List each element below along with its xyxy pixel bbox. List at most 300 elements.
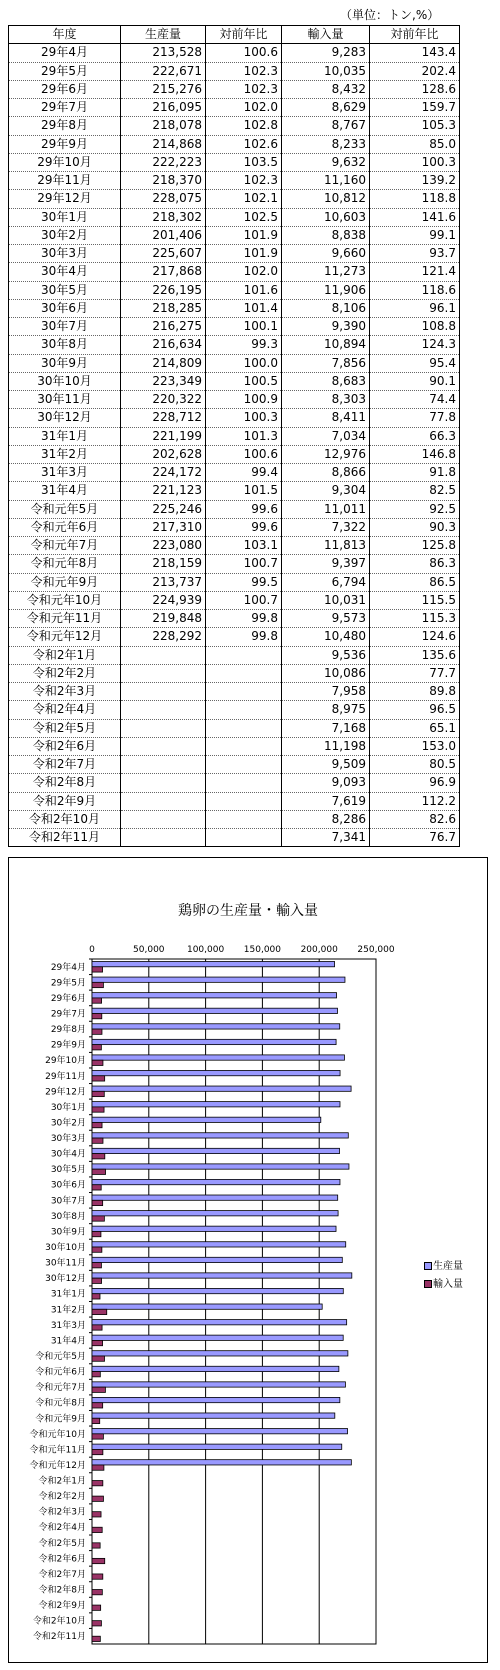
- bar-production: [92, 1288, 343, 1293]
- cell-month: 30年2月: [9, 226, 121, 244]
- bar-imports: [92, 1449, 103, 1454]
- cell-imports-yoy: 76.7: [370, 829, 460, 847]
- cell-month: 31年4月: [9, 482, 121, 500]
- cell-month: 令和元年5月: [9, 500, 121, 518]
- cell-imports: 8,866: [282, 464, 370, 482]
- bar-imports: [92, 1636, 100, 1641]
- bar-imports: [92, 1387, 105, 1392]
- cell-month: 30年3月: [9, 245, 121, 263]
- cell-production: 214,868: [121, 135, 206, 153]
- cell-month: 29年4月: [9, 44, 121, 62]
- cell-imports-yoy: 66.3: [370, 427, 460, 445]
- category-label: 29年4月: [50, 962, 86, 973]
- cell-imports: 9,536: [282, 646, 370, 664]
- category-label: 令和2年10月: [32, 1616, 86, 1627]
- category-label: 30年10月: [45, 1243, 86, 1254]
- table-row: [9, 774, 460, 792]
- cell-month: 30年12月: [9, 409, 121, 427]
- table-row: [9, 135, 460, 153]
- cell-month: 令和2年9月: [9, 792, 121, 810]
- cell-imports: 7,856: [282, 354, 370, 372]
- cell-imports-yoy: 90.3: [370, 518, 460, 536]
- cell-month: 30年9月: [9, 354, 121, 372]
- cell-imports: 10,086: [282, 664, 370, 682]
- cell-month: 令和2年6月: [9, 737, 121, 755]
- bar-production: [92, 1148, 339, 1153]
- chart-title: 鶏卵の生産量・輸入量: [178, 903, 318, 919]
- cell-production: 219,848: [121, 610, 206, 628]
- cell-month: 令和2年8月: [9, 774, 121, 792]
- category-label: 令和元年5月: [35, 1351, 86, 1362]
- cell-imports: 9,397: [282, 555, 370, 573]
- cell-imports: 6,794: [282, 573, 370, 591]
- bar-imports: [92, 1605, 101, 1610]
- table-row: [9, 299, 460, 317]
- cell-production-yoy: 99.6: [206, 518, 282, 536]
- cell-imports: 10,603: [282, 208, 370, 226]
- cell-imports: 8,975: [282, 701, 370, 719]
- cell-imports-yoy: 82.5: [370, 482, 460, 500]
- category-label: 30年8月: [50, 1211, 86, 1222]
- bar-imports: [92, 1263, 101, 1268]
- table-row: [9, 664, 460, 682]
- cell-production-yoy: 101.6: [206, 281, 282, 299]
- cell-imports: 7,958: [282, 683, 370, 701]
- header-production: 生産量: [121, 26, 206, 44]
- cell-production-yoy: [206, 719, 282, 737]
- cell-production-yoy: [206, 664, 282, 682]
- cell-imports-yoy: 153.0: [370, 737, 460, 755]
- table-row: [9, 701, 460, 719]
- bar-production: [92, 1242, 346, 1247]
- cell-month: 30年7月: [9, 318, 121, 336]
- cell-production-yoy: [206, 810, 282, 828]
- category-label: 30年2月: [50, 1118, 86, 1129]
- cell-imports-yoy: 96.9: [370, 774, 460, 792]
- cell-month: 29年10月: [9, 153, 121, 171]
- category-label: 30年4月: [50, 1149, 86, 1160]
- bar-imports: [92, 1200, 103, 1205]
- header-imports-yoy: 対前年比: [370, 26, 460, 44]
- cell-imports-yoy: 146.8: [370, 445, 460, 463]
- x-tick-label: 50,000: [133, 945, 165, 955]
- cell-production-yoy: 101.3: [206, 427, 282, 445]
- cell-imports-yoy: 89.8: [370, 683, 460, 701]
- cell-production-yoy: [206, 792, 282, 810]
- table-row: [9, 263, 460, 281]
- cell-imports: 10,894: [282, 336, 370, 354]
- category-label: 29年6月: [50, 993, 86, 1004]
- cell-month: 令和元年11月: [9, 610, 121, 628]
- cell-production-yoy: 102.0: [206, 99, 282, 117]
- cell-production: [121, 829, 206, 847]
- cell-imports: 9,390: [282, 318, 370, 336]
- cell-month: 令和元年7月: [9, 537, 121, 555]
- table-row: [9, 372, 460, 390]
- cell-production: [121, 646, 206, 664]
- cell-month: 29年6月: [9, 80, 121, 98]
- bar-imports: [92, 1278, 102, 1283]
- category-label: 令和2年6月: [38, 1554, 86, 1565]
- cell-imports-yoy: 77.8: [370, 409, 460, 427]
- bar-imports: [92, 1294, 100, 1299]
- bar-imports: [92, 1481, 103, 1486]
- bar-imports: [92, 1434, 103, 1439]
- table-row: [9, 409, 460, 427]
- bar-imports: [92, 1372, 100, 1377]
- x-tick-label: 250,000: [357, 945, 395, 955]
- bar-imports: [92, 1154, 105, 1159]
- cell-production-yoy: 99.5: [206, 573, 282, 591]
- bar-production: [92, 1413, 335, 1418]
- cell-month: 令和2年4月: [9, 701, 121, 719]
- cell-imports-yoy: 128.6: [370, 80, 460, 98]
- cell-imports: 8,838: [282, 226, 370, 244]
- table-row: [9, 464, 460, 482]
- table-row: [9, 482, 460, 500]
- category-label: 31年3月: [50, 1320, 86, 1331]
- bar-imports: [92, 1574, 103, 1579]
- cell-imports: 8,767: [282, 117, 370, 135]
- cell-imports: 7,341: [282, 829, 370, 847]
- category-label: 31年1月: [50, 1289, 86, 1300]
- cell-production: 217,868: [121, 263, 206, 281]
- cell-month: 30年1月: [9, 208, 121, 226]
- cell-imports: 11,906: [282, 281, 370, 299]
- cell-production: 201,406: [121, 226, 206, 244]
- category-label: 31年4月: [50, 1336, 86, 1347]
- cell-imports-yoy: 143.4: [370, 44, 460, 62]
- bar-production: [92, 1366, 339, 1371]
- cell-imports: 10,812: [282, 190, 370, 208]
- category-label: 30年5月: [50, 1165, 86, 1176]
- table-row: [9, 445, 460, 463]
- x-tick-label: 200,000: [300, 945, 338, 955]
- cell-production: 221,123: [121, 482, 206, 500]
- bar-imports: [92, 1590, 102, 1595]
- bar-imports: [92, 1185, 101, 1190]
- cell-production-yoy: 102.5: [206, 208, 282, 226]
- cell-month: 30年5月: [9, 281, 121, 299]
- cell-production: 222,671: [121, 62, 206, 80]
- cell-production-yoy: 102.3: [206, 80, 282, 98]
- category-label: 令和2年2月: [38, 1492, 86, 1503]
- bar-production: [92, 1382, 345, 1387]
- bar-production: [92, 1304, 322, 1309]
- bar-production: [92, 977, 345, 982]
- cell-production: 223,349: [121, 372, 206, 390]
- cell-imports: 8,233: [282, 135, 370, 153]
- cell-imports-yoy: 121.4: [370, 263, 460, 281]
- cell-production: 218,302: [121, 208, 206, 226]
- bar-imports: [92, 1527, 102, 1532]
- category-label: 令和2年11月: [32, 1632, 86, 1643]
- category-label: 30年3月: [50, 1134, 86, 1145]
- category-label: 30年11月: [45, 1258, 86, 1269]
- category-label: 31年2月: [50, 1305, 86, 1316]
- table-row: [9, 756, 460, 774]
- x-tick-label: 150,000: [243, 945, 282, 955]
- table-row: [9, 172, 460, 190]
- cell-month: 30年8月: [9, 336, 121, 354]
- cell-imports: 8,303: [282, 391, 370, 409]
- x-tick-label: 100,000: [186, 945, 225, 955]
- plot-area: [92, 959, 376, 1644]
- cell-imports-yoy: 86.5: [370, 573, 460, 591]
- bar-imports: [92, 1029, 102, 1034]
- cell-imports: 7,034: [282, 427, 370, 445]
- cell-imports: 8,629: [282, 99, 370, 117]
- cell-imports-yoy: 159.7: [370, 99, 460, 117]
- cell-imports: 9,304: [282, 482, 370, 500]
- cell-production-yoy: [206, 829, 282, 847]
- cell-production-yoy: 99.8: [206, 610, 282, 628]
- cell-month: 令和2年1月: [9, 646, 121, 664]
- table-row: [9, 62, 460, 80]
- cell-production-yoy: 102.8: [206, 117, 282, 135]
- cell-production-yoy: 102.1: [206, 190, 282, 208]
- cell-production: 220,322: [121, 391, 206, 409]
- cell-imports-yoy: 124.3: [370, 336, 460, 354]
- cell-imports-yoy: 135.6: [370, 646, 460, 664]
- cell-imports: 9,632: [282, 153, 370, 171]
- bar-chart: [9, 858, 487, 1662]
- cell-production-yoy: 103.1: [206, 537, 282, 555]
- category-label: 令和元年6月: [35, 1367, 86, 1378]
- cell-production-yoy: 100.1: [206, 318, 282, 336]
- bar-production: [92, 1273, 352, 1278]
- cell-production-yoy: 102.3: [206, 62, 282, 80]
- cell-production-yoy: [206, 701, 282, 719]
- table-row: [9, 628, 460, 646]
- cell-imports: 11,160: [282, 172, 370, 190]
- cell-month: 令和元年12月: [9, 628, 121, 646]
- bar-imports: [92, 1169, 106, 1174]
- cell-production: 213,737: [121, 573, 206, 591]
- category-label: 30年1月: [50, 1102, 86, 1113]
- cell-imports: 10,035: [282, 62, 370, 80]
- category-label: 29年10月: [45, 1056, 86, 1067]
- cell-production: 228,075: [121, 190, 206, 208]
- x-tick-label: 0: [89, 945, 95, 955]
- table-row: [9, 190, 460, 208]
- cell-imports-yoy: 77.7: [370, 664, 460, 682]
- cell-imports: 9,660: [282, 245, 370, 263]
- bar-production: [92, 1039, 336, 1044]
- table-row: [9, 810, 460, 828]
- table-row: [9, 336, 460, 354]
- cell-imports-yoy: 90.1: [370, 372, 460, 390]
- cell-month: 令和元年8月: [9, 555, 121, 573]
- category-label: 30年9月: [50, 1227, 86, 1238]
- cell-imports-yoy: 118.6: [370, 281, 460, 299]
- cell-imports-yoy: 139.2: [370, 172, 460, 190]
- cell-imports: 11,011: [282, 500, 370, 518]
- bar-production: [92, 1070, 340, 1075]
- cell-production-yoy: 100.6: [206, 445, 282, 463]
- cell-production: 216,095: [121, 99, 206, 117]
- legend-label-imports: 輸入量: [433, 1279, 463, 1290]
- category-label: 29年9月: [50, 1040, 86, 1051]
- cell-imports-yoy: 115.3: [370, 610, 460, 628]
- cell-month: 29年8月: [9, 117, 121, 135]
- cell-production-yoy: 100.7: [206, 555, 282, 573]
- table-row: [9, 245, 460, 263]
- bar-imports: [92, 967, 103, 972]
- cell-production-yoy: 101.5: [206, 482, 282, 500]
- cell-production: 216,275: [121, 318, 206, 336]
- table-row: [9, 281, 460, 299]
- table-row: [9, 354, 460, 372]
- cell-production-yoy: [206, 737, 282, 755]
- cell-imports-yoy: 93.7: [370, 245, 460, 263]
- bar-imports: [92, 1558, 105, 1563]
- legend-item-imports: [424, 1275, 463, 1290]
- bar-production: [92, 1195, 338, 1200]
- cell-imports-yoy: 96.5: [370, 701, 460, 719]
- category-label: 30年12月: [45, 1274, 86, 1285]
- cell-imports: 10,031: [282, 591, 370, 609]
- category-label: 令和元年11月: [29, 1445, 86, 1456]
- table-row: [9, 318, 460, 336]
- cell-imports-yoy: 86.3: [370, 555, 460, 573]
- cell-imports: 11,813: [282, 537, 370, 555]
- cell-month: 30年11月: [9, 391, 121, 409]
- cell-imports: 8,106: [282, 299, 370, 317]
- cell-production-yoy: [206, 683, 282, 701]
- cell-production-yoy: [206, 774, 282, 792]
- legend-swatch-imports: [424, 1280, 432, 1288]
- table-row: [9, 737, 460, 755]
- unit-note: （単位：トン,%）: [340, 8, 440, 22]
- cell-imports-yoy: 118.8: [370, 190, 460, 208]
- cell-imports: 9,093: [282, 774, 370, 792]
- cell-production: [121, 737, 206, 755]
- cell-production-yoy: 99.4: [206, 464, 282, 482]
- cell-month: 令和2年2月: [9, 664, 121, 682]
- cell-production: 218,370: [121, 172, 206, 190]
- cell-month: 30年10月: [9, 372, 121, 390]
- cell-imports-yoy: 91.8: [370, 464, 460, 482]
- bar-imports: [92, 1107, 104, 1112]
- cell-month: 令和2年10月: [9, 810, 121, 828]
- cell-imports-yoy: 65.1: [370, 719, 460, 737]
- category-label: 令和2年4月: [38, 1523, 86, 1534]
- bar-production: [92, 1117, 321, 1122]
- bar-production: [92, 1257, 342, 1262]
- cell-production: [121, 756, 206, 774]
- bar-production: [92, 1164, 349, 1169]
- cell-production-yoy: 102.3: [206, 172, 282, 190]
- cell-production-yoy: 100.3: [206, 409, 282, 427]
- cell-production-yoy: [206, 756, 282, 774]
- category-label: 令和元年9月: [35, 1414, 86, 1425]
- category-label: 令和元年10月: [29, 1429, 86, 1440]
- cell-production: 221,199: [121, 427, 206, 445]
- cell-production-yoy: 101.4: [206, 299, 282, 317]
- cell-imports: 9,509: [282, 756, 370, 774]
- bar-imports: [92, 1076, 105, 1081]
- cell-production: 223,080: [121, 537, 206, 555]
- cell-month: 29年7月: [9, 99, 121, 117]
- cell-imports-yoy: 95.4: [370, 354, 460, 372]
- cell-imports-yoy: 202.4: [370, 62, 460, 80]
- header-imports: 輸入量: [282, 26, 370, 44]
- bar-production: [92, 1226, 336, 1231]
- cell-production-yoy: 100.7: [206, 591, 282, 609]
- bar-imports: [92, 1496, 103, 1501]
- cell-production: 214,809: [121, 354, 206, 372]
- cell-production: 218,078: [121, 117, 206, 135]
- cell-month: 29年9月: [9, 135, 121, 153]
- cell-production: [121, 664, 206, 682]
- table-row: [9, 391, 460, 409]
- cell-month: 令和元年9月: [9, 573, 121, 591]
- cell-imports: 11,198: [282, 737, 370, 755]
- bar-production: [92, 1055, 344, 1060]
- table-row: [9, 646, 460, 664]
- table-row: [9, 500, 460, 518]
- bar-imports: [92, 982, 103, 987]
- table-row: [9, 117, 460, 135]
- bar-imports: [92, 1045, 101, 1050]
- cell-production: 222,223: [121, 153, 206, 171]
- cell-production: 225,607: [121, 245, 206, 263]
- cell-month: 30年6月: [9, 299, 121, 317]
- table-row: [9, 226, 460, 244]
- category-label: 29年11月: [45, 1071, 86, 1082]
- category-label: 29年8月: [50, 1025, 86, 1036]
- cell-production: 216,634: [121, 336, 206, 354]
- legend-item-production: [424, 1257, 463, 1272]
- legend-swatch-production: [424, 1262, 432, 1270]
- cell-imports: 7,322: [282, 518, 370, 536]
- bar-imports: [92, 1309, 107, 1314]
- cell-imports: 9,283: [282, 44, 370, 62]
- cell-month: 令和元年10月: [9, 591, 121, 609]
- cell-production: [121, 774, 206, 792]
- cell-production: 228,292: [121, 628, 206, 646]
- cell-production-yoy: 102.6: [206, 135, 282, 153]
- cell-production: 202,628: [121, 445, 206, 463]
- cell-imports: 11,273: [282, 263, 370, 281]
- bar-imports: [92, 1465, 104, 1470]
- bar-production: [92, 1444, 342, 1449]
- cell-imports: 10,480: [282, 628, 370, 646]
- table-row: [9, 80, 460, 98]
- cell-month: 令和2年11月: [9, 829, 121, 847]
- bar-imports: [92, 1340, 103, 1345]
- table-row: [9, 792, 460, 810]
- cell-month: 令和2年7月: [9, 756, 121, 774]
- bar-imports: [92, 1325, 102, 1330]
- table-body: [9, 44, 460, 847]
- bar-production: [92, 1211, 338, 1216]
- cell-production-yoy: 101.9: [206, 226, 282, 244]
- cell-imports: 9,573: [282, 610, 370, 628]
- category-label: 令和元年12月: [29, 1460, 86, 1471]
- cell-imports-yoy: 141.6: [370, 208, 460, 226]
- bar-production: [92, 1335, 343, 1340]
- cell-imports-yoy: 125.8: [370, 537, 460, 555]
- bar-production: [92, 1351, 348, 1356]
- cell-production-yoy: 100.9: [206, 391, 282, 409]
- category-label: 29年5月: [50, 978, 86, 989]
- bar-imports: [92, 1403, 103, 1408]
- bar-production: [92, 1320, 347, 1325]
- cell-month: 令和2年3月: [9, 683, 121, 701]
- table-row: [9, 99, 460, 117]
